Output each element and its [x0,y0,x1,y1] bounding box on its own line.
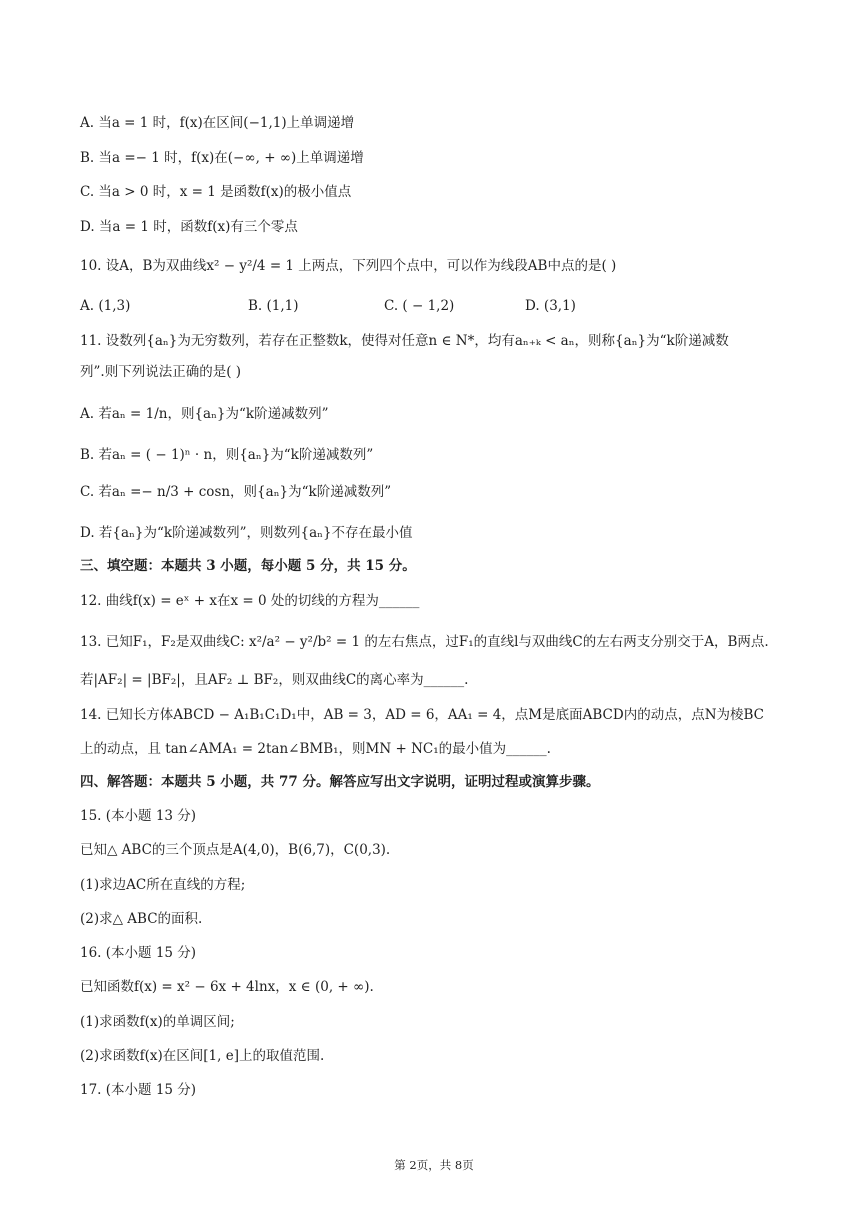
q10-stem: 10. 设A，B为双曲线x² − y²/4 = 1 上两点，下列四个点中，可以作为线段AB中点的是( ) [80,258,617,274]
q9-option-a: A. 当a = 1 时，f(x)在区间(−1,1)上单调递增 [80,115,355,131]
q11-option-a: A. 若aₙ = 1/n，则{aₙ}为“k阶递减数列” [80,406,329,422]
q15-stem: 已知△ ABC的三个顶点是A(4,0)，B(6,7)，C(0,3). [80,842,391,858]
q11-option-c: C. 若aₙ =− n/3 + cosn，则{aₙ}为“k阶递减数列” [80,484,392,500]
section-3-heading: 三、填空题：本题共 3 小题，每小题 5 分，共 15 分。 [80,558,416,574]
q11-stem-line2: 列”.则下列说法正确的是( ) [80,364,242,380]
q14-line2: 上的动点，且 tan∠AMA₁ = 2tan∠BMB₁，则MN + NC₁的最小值为______. [80,741,551,757]
q11-option-b: B. 若aₙ = ( − 1)ⁿ · n，则{aₙ}为“k阶递减数列” [80,447,374,463]
q13-line2: 若|AF₂| = |BF₂|，且AF₂ ⊥ BF₂，则双曲线C的离心率为______. [80,672,469,688]
page-footer: 第 2页，共 8页 [394,1158,474,1172]
q15-part-1: (1)求边AC所在直线的方程; [80,877,246,893]
q15-header: 15. (本小题 13 分) [80,808,197,824]
q15-part-2: (2)求△ ABC的面积. [80,911,203,927]
q16-part-1: (1)求函数f(x)的单调区间; [80,1014,235,1030]
q9-option-c: C. 当a > 0 时，x = 1 是函数f(x)的极小值点 [80,184,352,200]
q17-header: 17. (本小题 15 分) [80,1082,197,1098]
q16-header: 16. (本小题 15 分) [80,945,197,961]
q16-part-2: (2)求函数f(x)在区间[1, e]上的取值范围. [80,1048,325,1064]
q13-line1: 13. 已知F₁，F₂是双曲线C: x²/a² − y²/b² = 1 的左右焦点，过F₁的直线l与双曲线C的左右两支分别交于A，B两点. [80,634,769,650]
q10-option-b: B. (1,1) [248,298,299,314]
q10-option-c: C. ( − 1,2) [384,298,455,314]
q10-option-a: A. (1,3) [80,298,131,314]
q10-option-d: D. (3,1) [525,298,576,314]
section-4-heading: 四、解答题：本题共 5 小题，共 77 分。解答应写出文字说明，证明过程或演算步骤。 [80,774,600,790]
q12: 12. 曲线f(x) = eˣ + x在x = 0 处的切线的方程为______ [80,593,420,609]
q14-line1: 14. 已知长方体ABCD − A₁B₁C₁D₁中，AB = 3，AD = 6，AA₁ = 4，点M是底面ABCD内的动点，点N为棱BC [80,707,765,723]
q10-options [80,296,680,316]
q11-stem-line1: 11. 设数列{aₙ}为无穷数列，若存在正整数k，使得对任意n ∈ N*，均有aₙ₊ₖ < aₙ，则称{aₙ}为“k阶递减数 [80,333,729,349]
q11-option-d: D. 若{aₙ}为“k阶递减数列”，则数列{aₙ}不存在最小值 [80,525,413,541]
q16-stem: 已知函数f(x) = x² − 6x + 4lnx，x ∈ (0, + ∞). [80,979,374,995]
q9-option-d: D. 当a = 1 时，函数f(x)有三个零点 [80,219,298,235]
q9-option-b: B. 当a =− 1 时，f(x)在(−∞, + ∞)上单调递增 [80,150,364,166]
